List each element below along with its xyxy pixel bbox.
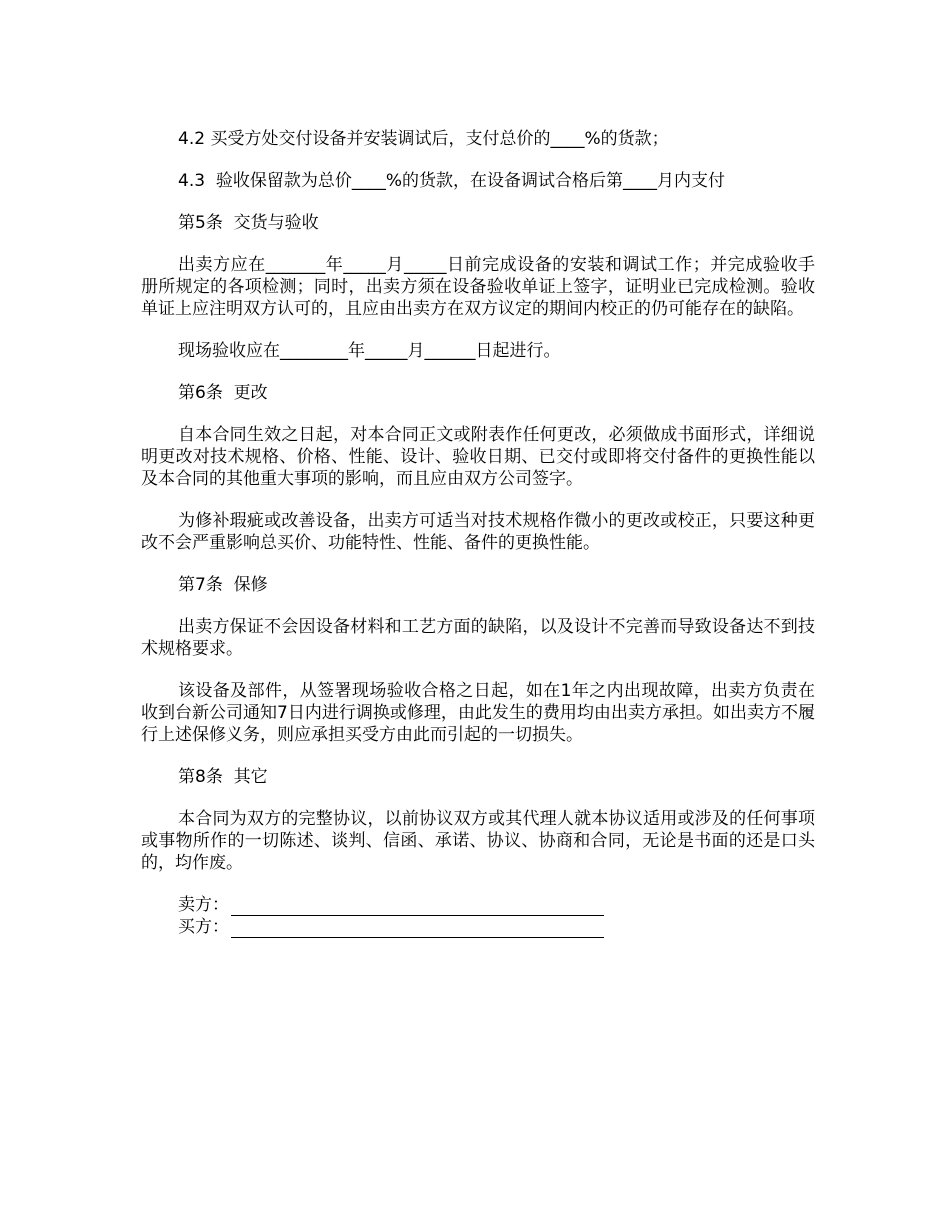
clause-4-3: 4.3 验收保留款为总价____%的货款，在设备调试合格后第____月内支付 <box>178 171 725 191</box>
buyer-signature-line <box>231 921 604 938</box>
article-7-title: 第7条 保修 <box>178 575 268 595</box>
article-7-paragraph-1: 出卖方保证不会因设备材料和工艺方面的缺陷，以及设计不完善而导致设备达不到技术规格要求。 <box>141 617 815 659</box>
contract-page <box>141 128 815 938</box>
seller-label: 卖方： <box>178 895 229 915</box>
article-7-paragraph-2: 该设备及部件，从签署现场验收合格之日起，如在1年之内出现故障，出卖方负责在收到台新公司通知7日内进行调换或修理，由此发生的费用均由出卖方承担。如出卖方不履行上述保修义务，则应承担买受方由此而引起的一切损失。 <box>141 681 815 745</box>
article-5-paragraph-2: 现场验收应在________年_____月______日起进行。 <box>178 341 561 361</box>
buyer-signature-row <box>178 916 815 938</box>
seller-signature-line <box>231 899 604 916</box>
article-5-title: 第5条 交货与验收 <box>178 213 319 233</box>
clause-4-2: 4.2 买受方处交付设备并安装调试后，支付总价的____%的货款； <box>178 129 669 149</box>
article-6-paragraph-2: 为修补瑕疵或改善设备，出卖方可适当对技术规格作微小的更改或校正，只要这种更改不会严重影响总买价、功能特性、性能、备件的更换性能。 <box>141 511 815 553</box>
article-5-paragraph-1: 出卖方应在_______年_____月_____日前完成设备的安装和调试工作；并完成验收手册所规定的各项检测；同时，出卖方须在设备验收单证上签字，证明业已完成检测。验收单证上应注明双方认可的，且应由出卖方在双方议定的期间内校正的仍可能存在的缺陷。 <box>141 255 815 319</box>
article-8-paragraph-1: 本合同为双方的完整协议，以前协议双方或其代理人就本协议适用或涉及的任何事项或事物所作的一切陈述、谈判、信函、承诺、协议、协商和合同，无论是书面的还是口头的，均作废。 <box>141 809 815 873</box>
article-6-title: 第6条 更改 <box>178 383 268 403</box>
article-6-paragraph-1: 自本合同生效之日起，对本合同正文或附表作任何更改，必须做成书面形式，详细说明更改对技术规格、价格、性能、设计、验收日期、已交付或即将交付备件的更换性能以及本合同的其他重大事项的影响，而且应由双方公司签字。 <box>141 425 815 489</box>
buyer-label: 买方： <box>178 917 229 937</box>
article-8-title: 第8条 其它 <box>178 767 268 787</box>
seller-signature-row <box>178 894 815 916</box>
